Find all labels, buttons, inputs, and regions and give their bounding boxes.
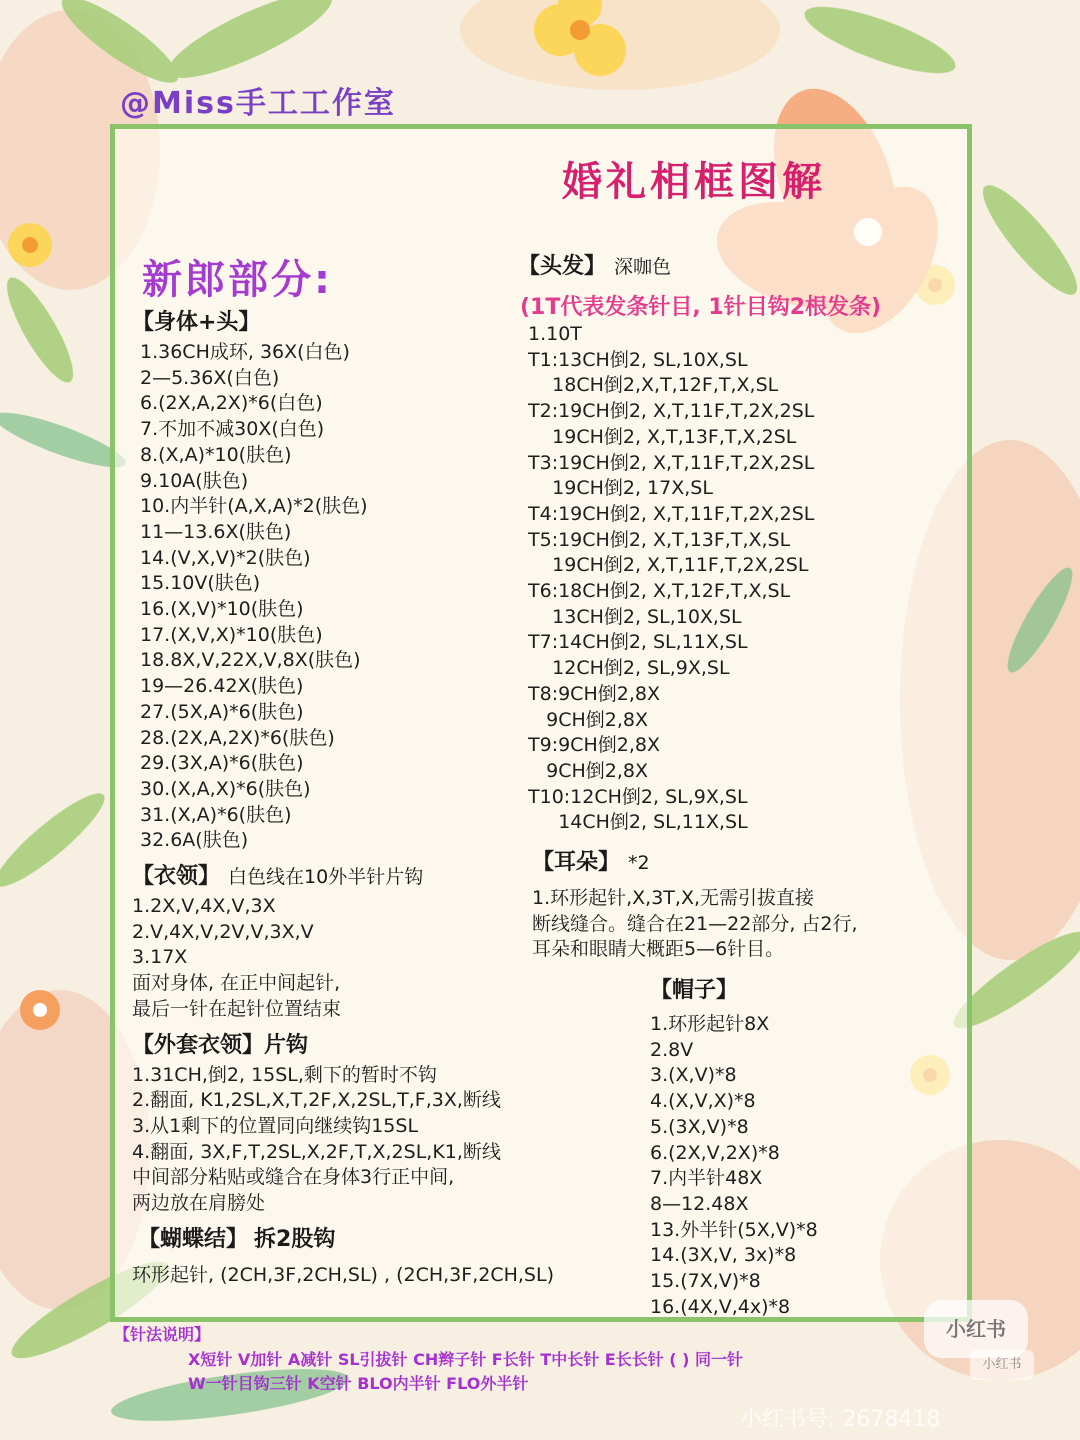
ears-heading-note: *2 — [628, 852, 650, 874]
watermark-badge-small: 小红书 — [970, 1350, 1034, 1380]
watermark-badge: 小红书 — [924, 1300, 1028, 1358]
step-line: T5:19CH倒2, X,T,13F,T,X,SL — [528, 528, 791, 551]
left-column — [132, 306, 554, 1289]
step-line: 14.(3X,V, 3x)*8 — [650, 1244, 797, 1267]
step-line: T7:14CH倒2, SL,11X,SL — [528, 631, 748, 654]
coat-collar-heading — [132, 1029, 554, 1063]
hair-heading-note: 深咖色 — [614, 256, 672, 278]
step-line: 11—13.6X(肤色) — [140, 520, 292, 543]
step-line: 中间部分粘贴或缝合在身体3行正中间, — [132, 1166, 455, 1189]
step-line: 15.(7X,V)*8 — [650, 1270, 761, 1293]
stitch-legend-line: W一针目钩三针 K空针 BLO内半针 FLO外半针 — [188, 1374, 529, 1393]
step-line: 2.8V — [650, 1038, 694, 1061]
step-line: T4:19CH倒2, X,T,11F,T,2X,2SL — [528, 502, 815, 525]
bow-heading-label: 【蝴蝶结】 — [138, 1226, 249, 1252]
hair-heading — [518, 250, 671, 284]
step-line: T6:18CH倒2, X,T,12F,T,X,SL — [528, 580, 791, 603]
bow-heading — [132, 1223, 554, 1257]
hat-block — [650, 974, 818, 1320]
step-line: T1:13CH倒2, SL,10X,SL — [528, 348, 748, 371]
stitch-legend — [188, 1348, 743, 1396]
step-line: 19CH倒2, X,T,11F,T,2X,2SL — [528, 554, 809, 577]
step-line: 31.(X,A)*6(肤色) — [140, 803, 292, 826]
hat-steps — [650, 1012, 818, 1320]
step-line: 耳朵和眼睛大概距5—6针目。 — [532, 938, 785, 961]
step-line: 16.(4X,V,4x)*8 — [650, 1295, 791, 1318]
step-line: 9CH倒2,8X — [528, 759, 648, 782]
bow-steps — [132, 1263, 554, 1289]
collar-heading-label: 【衣领】 — [132, 864, 221, 890]
step-line: 环形起针, (2CH,3F,2CH,SL) , (2CH,3F,2CH,SL) — [132, 1263, 554, 1286]
step-line: 最后一针在起针位置结束 — [132, 997, 342, 1020]
step-line: 1.2X,V,4X,V,3X — [132, 895, 276, 918]
step-line: 3.从1剩下的位置同向继续钩15SL — [132, 1114, 419, 1137]
step-line: 14.(V,X,V)*2(肤色) — [140, 546, 311, 569]
step-line: 13CH倒2, SL,10X,SL — [528, 605, 742, 628]
step-line: T9:9CH倒2,8X — [528, 734, 660, 757]
watermark-text: 小红书号: 2678418 — [740, 1407, 941, 1432]
step-line: 9.10A(肤色) — [140, 469, 249, 492]
brand-logo-text: @Miss手工工作室 — [120, 86, 396, 121]
step-line: 28.(2X,A,2X)*6(肤色) — [140, 726, 335, 749]
page-title: 婚礼相框图解 — [562, 159, 826, 205]
step-line: 1.10T — [528, 323, 582, 345]
step-line: 32.6A(肤色) — [140, 829, 249, 852]
step-line: 3.(X,V)*8 — [650, 1064, 737, 1087]
step-line: 15.10V(肤色) — [140, 572, 261, 595]
hair-subnote: (1T代表发条针目, 1针目钩2根发条) — [520, 295, 882, 320]
collar-steps — [132, 894, 554, 1023]
step-line: 8—12.48X — [650, 1192, 749, 1215]
step-line: 4.(X,V,X)*8 — [650, 1090, 756, 1113]
ears-heading — [532, 846, 858, 880]
step-line: 19CH倒2, X,T,13F,T,X,2SL — [528, 425, 797, 448]
step-line: 2.V,4X,V,2V,V,3X,V — [132, 920, 314, 943]
right-column — [518, 250, 671, 284]
step-line: 4.翻面, 3X,F,T,2SL,X,2F,T,X,2SL,K1,断线 — [132, 1140, 501, 1163]
step-line: 29.(3X,A)*6(肤色) — [140, 752, 304, 775]
stitch-legend-line: X短针 V加针 A减针 SL引拔针 CH辫子针 F长针 T中长针 E长长针 ( ) 同一针 — [188, 1350, 744, 1369]
groom-section-heading: 新郎部分: — [142, 257, 333, 303]
ears-block — [532, 846, 858, 963]
step-line: 5.(3X,V)*8 — [650, 1115, 749, 1138]
step-line: T10:12CH倒2, SL,9X,SL — [528, 785, 748, 808]
coat-collar-heading-label: 【外套衣领】 — [132, 1032, 265, 1058]
body-head-steps — [132, 340, 554, 854]
step-line: 10.内半针(A,X,A)*2(肤色) — [140, 495, 368, 518]
step-line: T8:9CH倒2,8X — [528, 682, 660, 705]
step-line: 两边放在肩膀处 — [132, 1192, 266, 1215]
body-head-heading: 【身体+头】 — [132, 310, 261, 335]
step-line: 2—5.36X(白色) — [140, 366, 280, 389]
step-line: 3.17X — [132, 946, 188, 969]
step-line: 8.(X,A)*10(肤色) — [140, 443, 292, 466]
step-line: 1.36CH成环, 36X(白色) — [140, 341, 350, 363]
step-line: 19CH倒2, 17X,SL — [528, 477, 713, 500]
step-line: 27.(5X,A)*6(肤色) — [140, 700, 304, 723]
ears-steps — [532, 886, 858, 963]
step-line: 1.环形起针,X,3T,X,无需引拔直接 — [532, 887, 815, 909]
step-line: 1.31CH,倒2, 15SL,剩下的暂时不钩 — [132, 1063, 437, 1086]
step-line: 1.环形起针8X — [650, 1013, 770, 1035]
step-line: T2:19CH倒2, X,T,11F,T,2X,2SL — [528, 400, 815, 423]
collar-heading — [132, 860, 554, 894]
step-line: 2.翻面, K1,2SL,X,T,2F,X,2SL,T,F,3X,断线 — [132, 1089, 501, 1112]
hair-steps — [528, 322, 814, 836]
step-line: T3:19CH倒2, X,T,11F,T,2X,2SL — [528, 451, 815, 474]
coat-collar-steps — [132, 1063, 554, 1217]
step-line: 18.8X,V,22X,V,8X(肤色) — [140, 649, 361, 672]
bow-heading-note: 拆2股钩 — [254, 1226, 336, 1252]
hair-heading-label: 【头发】 — [518, 254, 607, 279]
coat-collar-heading-note: 片钩 — [264, 1032, 309, 1058]
step-line: 19—26.42X(肤色) — [140, 675, 304, 698]
step-line: 断线缝合。缝合在21—22部分, 占2行, — [532, 912, 858, 935]
step-line: 7.内半针48X — [650, 1167, 763, 1190]
step-line: 14CH倒2, SL,11X,SL — [528, 811, 748, 834]
ears-heading-label: 【耳朵】 — [532, 850, 621, 875]
step-line: 9CH倒2,8X — [528, 708, 648, 731]
step-line: 7.不加不减30X(白色) — [140, 418, 325, 441]
step-line: 面对身体, 在正中间起针, — [132, 972, 341, 995]
step-line: 6.(2X,A,2X)*6(白色) — [140, 392, 323, 415]
step-line: 16.(X,V)*10(肤色) — [140, 598, 304, 621]
hat-heading: 【帽子】 — [650, 978, 739, 1003]
step-line: 17.(X,V,X)*10(肤色) — [140, 623, 323, 646]
step-line: 13.外半针(5X,V)*8 — [650, 1218, 818, 1241]
step-line: 30.(X,A,X)*6(肤色) — [140, 777, 311, 800]
collar-heading-note: 白色线在10外半针片钩 — [228, 866, 424, 889]
stitch-legend-title: 【针法说明】 — [114, 1325, 211, 1344]
step-line: 12CH倒2, SL,9X,SL — [528, 657, 730, 680]
step-line: 6.(2X,V,2X)*8 — [650, 1141, 780, 1164]
step-line: 18CH倒2,X,T,12F,T,X,SL — [528, 374, 779, 397]
